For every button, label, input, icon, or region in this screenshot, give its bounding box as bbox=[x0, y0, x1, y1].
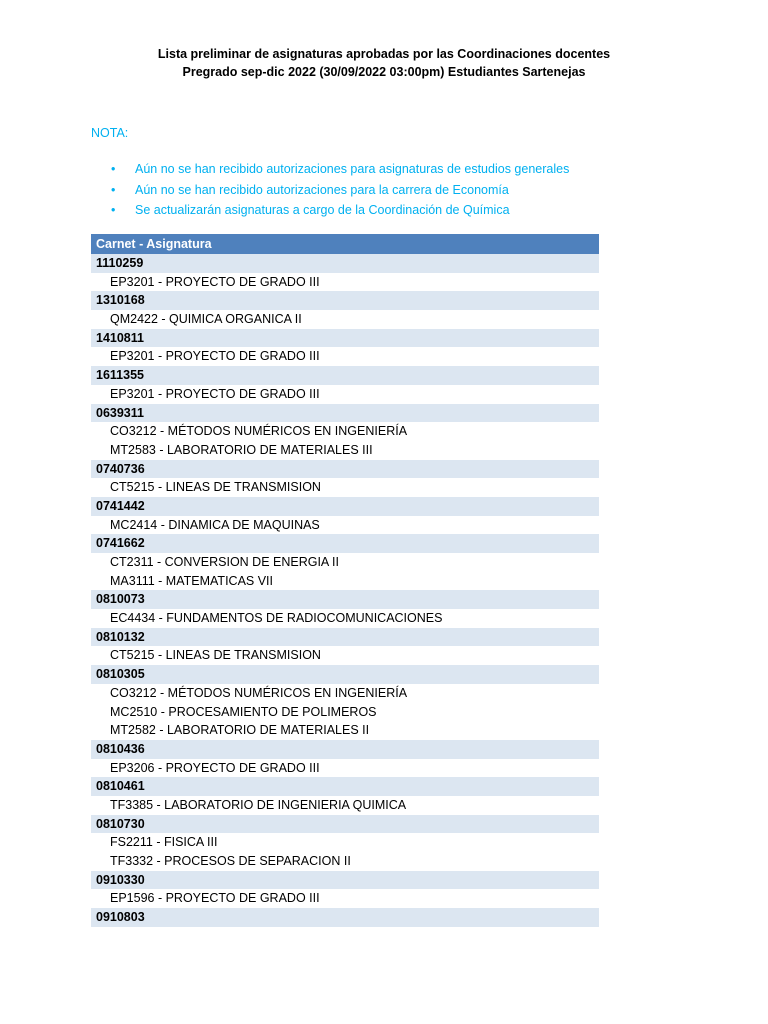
note-item bbox=[91, 200, 569, 221]
course-row: CO3212 - MÉTODOS NUMÉRICOS EN INGENIERÍA bbox=[91, 684, 599, 703]
course-row: EC4434 - FUNDAMENTOS DE RADIOCOMUNICACIONES bbox=[91, 609, 599, 628]
carnet-row: 0741442 bbox=[91, 497, 599, 516]
course-row: MA3111 - MATEMATICAS VII bbox=[91, 572, 599, 591]
course-row: TF3385 - LABORATORIO DE INGENIERIA QUIMICA bbox=[91, 796, 599, 815]
course-row: EP3201 - PROYECTO DE GRADO III bbox=[91, 385, 599, 404]
course-row: EP3201 - PROYECTO DE GRADO III bbox=[91, 273, 599, 292]
approved-courses-table bbox=[91, 234, 599, 927]
carnet-row: 0810132 bbox=[91, 628, 599, 647]
carnet-row: 0741662 bbox=[91, 534, 599, 553]
course-row: TF3332 - PROCESOS DE SEPARACION II bbox=[91, 852, 599, 871]
table-header: Carnet - Asignatura bbox=[91, 234, 599, 254]
course-row: MT2583 - LABORATORIO DE MATERIALES III bbox=[91, 441, 599, 460]
carnet-row: 0810436 bbox=[91, 740, 599, 759]
carnet-row: 1310168 bbox=[91, 291, 599, 310]
note-item-text: Aún no se han recibido autorizaciones para la carrera de Economía bbox=[135, 182, 509, 197]
carnet-row: 0810305 bbox=[91, 665, 599, 684]
bullet-icon: • bbox=[111, 162, 116, 176]
course-row: MT2582 - LABORATORIO DE MATERIALES II bbox=[91, 721, 599, 740]
course-row: EP3201 - PROYECTO DE GRADO III bbox=[91, 347, 599, 366]
carnet-row: 0639311 bbox=[91, 404, 599, 423]
carnet-row: 1110259 bbox=[91, 254, 599, 273]
note-label: NOTA: bbox=[91, 126, 129, 140]
carnet-row: 1410811 bbox=[91, 329, 599, 348]
course-row: EP3206 - PROYECTO DE GRADO III bbox=[91, 759, 599, 778]
course-row: MC2510 - PROCESAMIENTO DE POLIMEROS bbox=[91, 703, 599, 722]
note-item bbox=[91, 159, 569, 180]
document-title bbox=[0, 45, 768, 81]
carnet-row: 1611355 bbox=[91, 366, 599, 385]
note-item bbox=[91, 180, 569, 201]
carnet-row: 0810730 bbox=[91, 815, 599, 834]
bullet-icon: • bbox=[111, 203, 116, 218]
note-list bbox=[91, 159, 569, 221]
note-item-text: Aún no se han recibido autorizaciones para asignaturas de estudios generales bbox=[135, 162, 570, 176]
bullet-icon: • bbox=[111, 182, 116, 197]
course-row: QM2422 - QUIMICA ORGANICA II bbox=[91, 310, 599, 329]
carnet-row: 0810461 bbox=[91, 777, 599, 796]
carnet-row: 0810073 bbox=[91, 590, 599, 609]
title-line-2: Pregrado sep-dic 2022 (30/09/2022 03:00pm) Estudiantes Sartenejas bbox=[182, 65, 586, 79]
course-row: CT5215 - LINEAS DE TRANSMISION bbox=[91, 646, 599, 665]
course-row: CT2311 - CONVERSION DE ENERGIA II bbox=[91, 553, 599, 572]
title-line-1: Lista preliminar de asignaturas aprobadas por las Coordinaciones docentes bbox=[157, 47, 611, 61]
note-item-text: Se actualizarán asignaturas a cargo de la Coordinación de Química bbox=[135, 203, 510, 218]
course-row: CT5215 - LINEAS DE TRANSMISION bbox=[91, 478, 599, 497]
carnet-row: 0910330 bbox=[91, 871, 599, 890]
course-row: CO3212 - MÉTODOS NUMÉRICOS EN INGENIERÍA bbox=[91, 422, 599, 441]
table-body bbox=[91, 254, 599, 927]
carnet-row: 0740736 bbox=[91, 460, 599, 479]
course-row: FS2211 - FISICA III bbox=[91, 833, 599, 852]
course-row: EP1596 - PROYECTO DE GRADO III bbox=[91, 889, 599, 908]
carnet-row: 0910803 bbox=[91, 908, 599, 927]
course-row: MC2414 - DINAMICA DE MAQUINAS bbox=[91, 516, 599, 535]
